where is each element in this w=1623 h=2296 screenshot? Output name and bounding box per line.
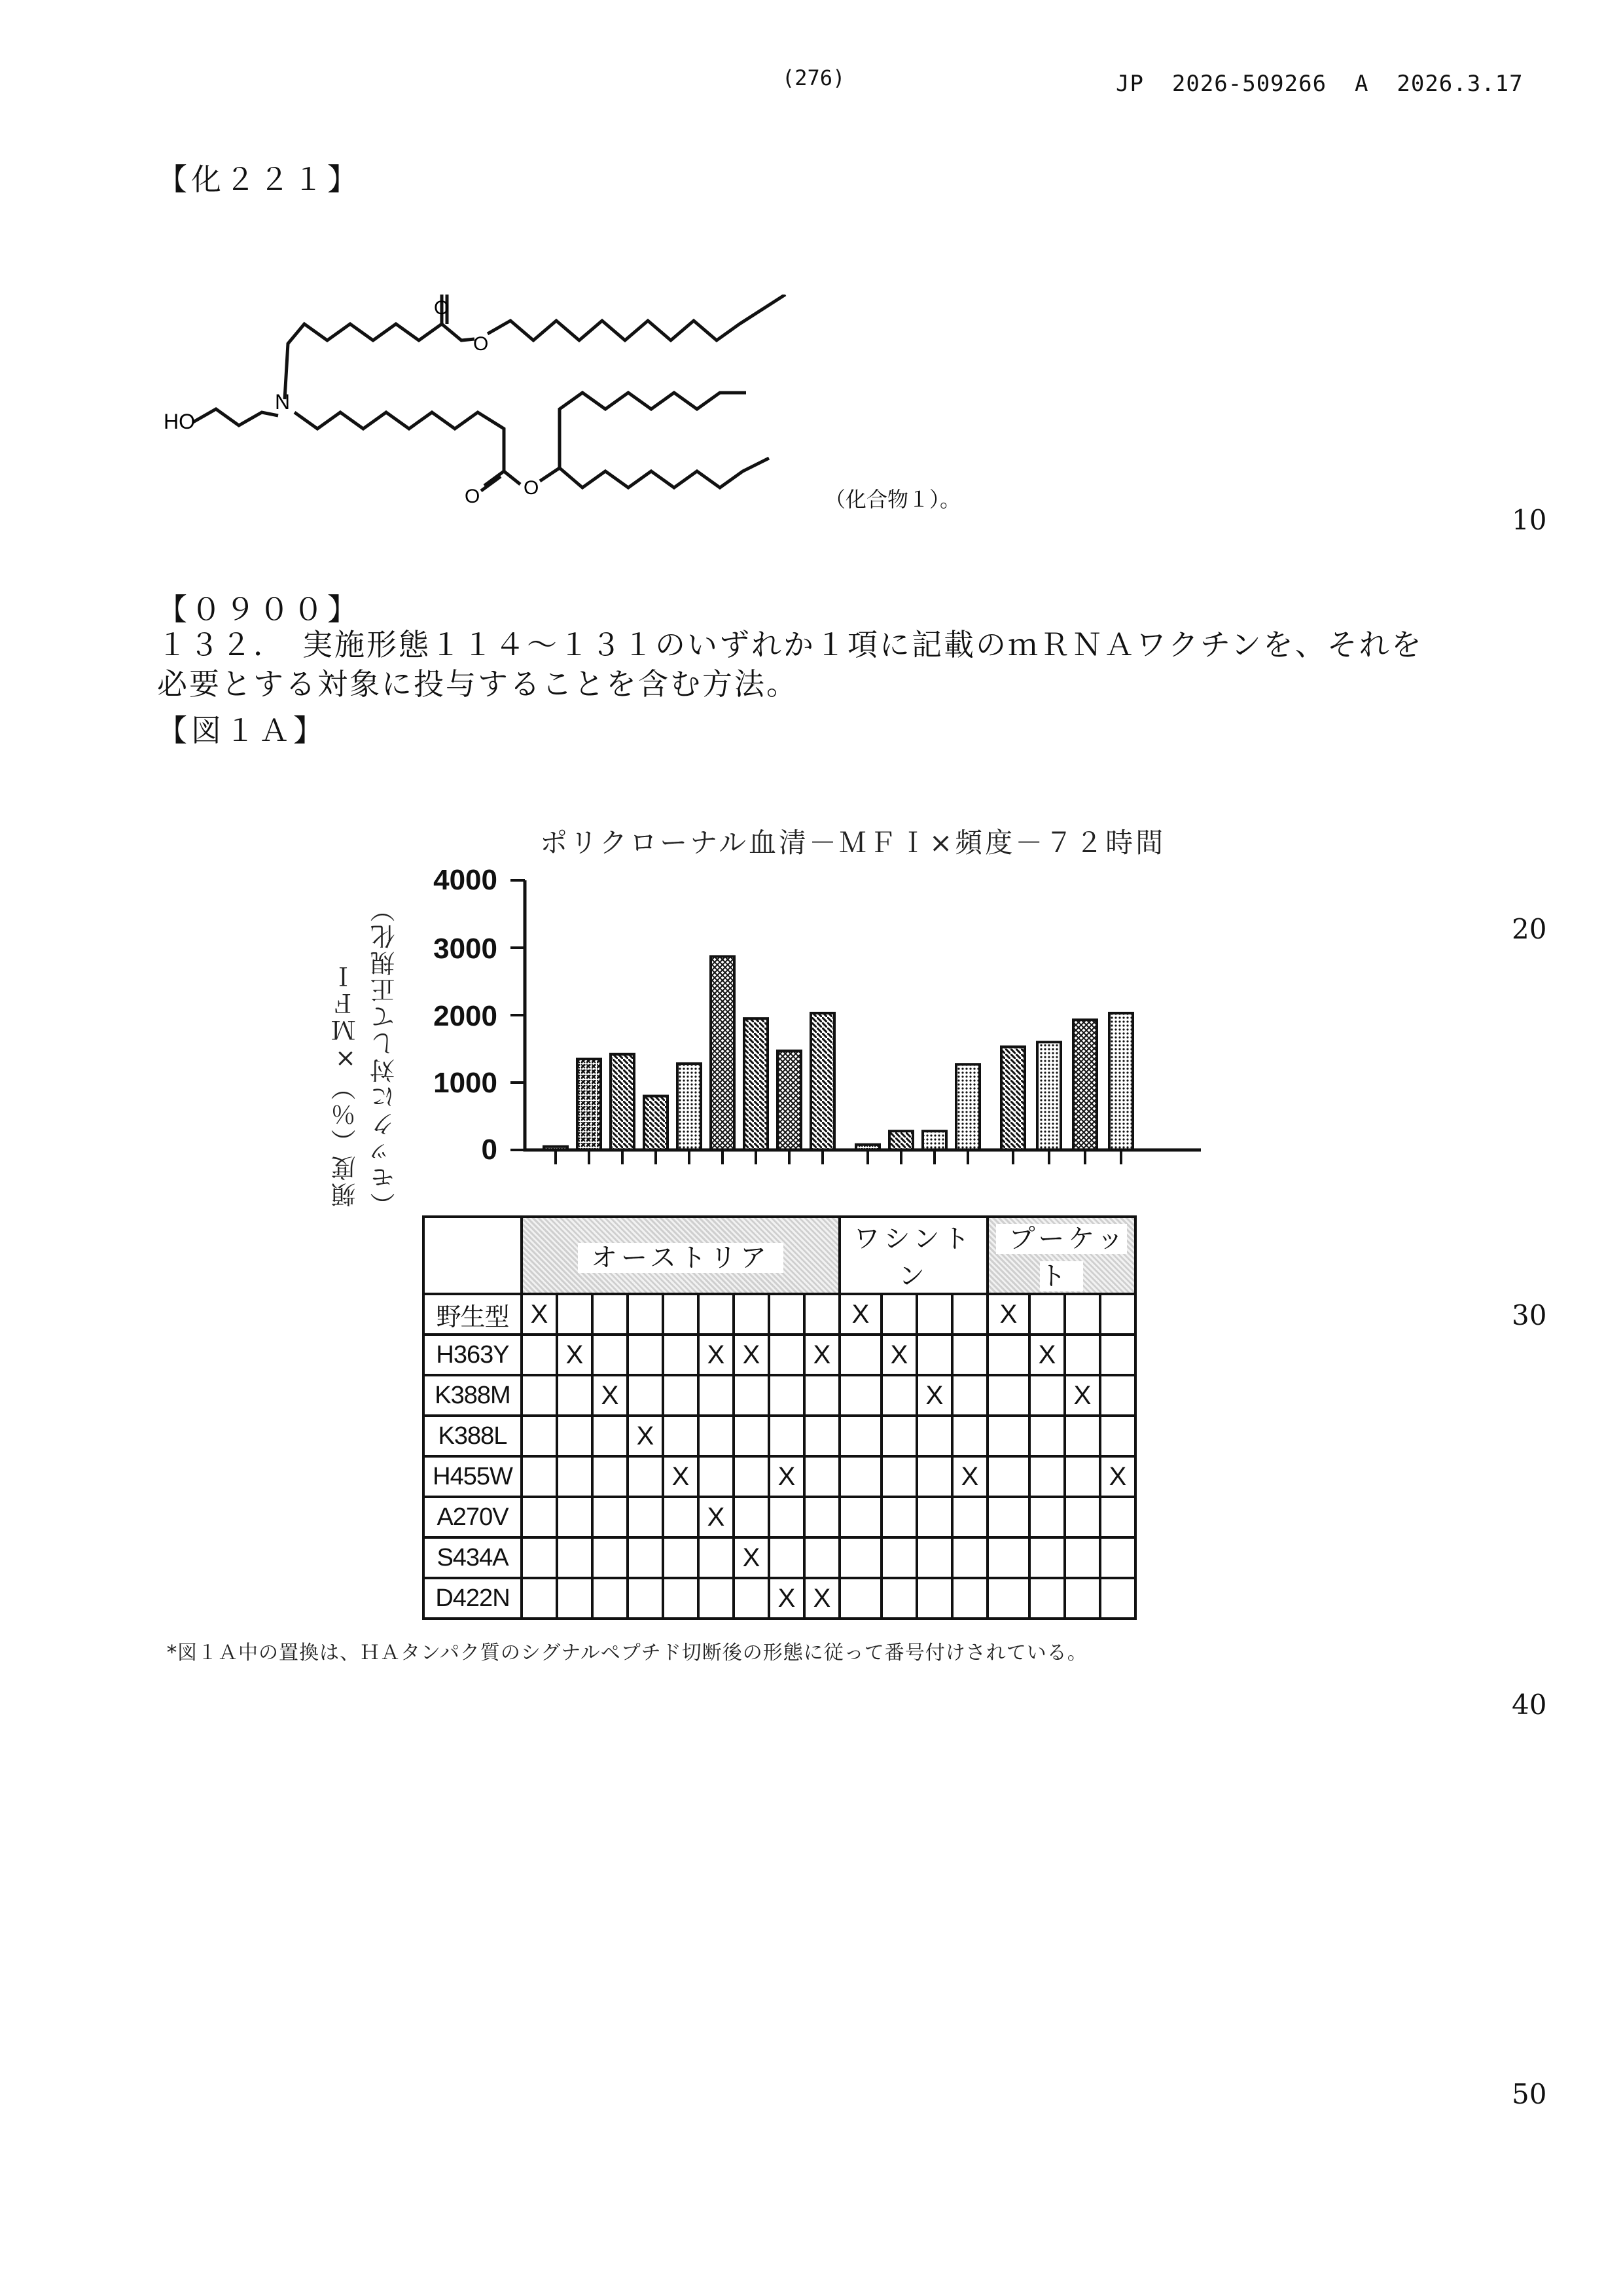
mutation-cell xyxy=(592,1456,628,1497)
mutation-cell xyxy=(557,1537,592,1578)
mutation-cell xyxy=(1065,1578,1100,1619)
bar xyxy=(1001,1047,1025,1150)
mutation-cell xyxy=(522,1578,557,1619)
mutation-cell: X xyxy=(698,1335,734,1375)
mutation-cell xyxy=(769,1375,804,1416)
mutation-cell xyxy=(698,1294,734,1335)
figure-footnote: *図１Ａ中の置換は、ＨＡタンパク質のシグナルペプチド切断後の形態に従って番号付けされている。 xyxy=(167,1641,1088,1664)
line-number: 40 xyxy=(1512,1689,1547,1721)
mutation-cell xyxy=(734,1578,769,1619)
mutation-cell xyxy=(769,1335,804,1375)
bar xyxy=(1037,1042,1061,1150)
mutation-cell xyxy=(988,1456,1029,1497)
mutation-cell: X xyxy=(769,1456,804,1497)
table-row xyxy=(423,1335,1135,1375)
mutation-cell xyxy=(1029,1416,1065,1456)
bar xyxy=(889,1131,913,1150)
mutation-cell xyxy=(952,1375,988,1416)
mutation-cell xyxy=(1100,1375,1135,1416)
mutation-cell xyxy=(557,1294,592,1335)
mutation-cell: X xyxy=(1100,1456,1135,1497)
mutation-cell xyxy=(952,1294,988,1335)
mutation-cell xyxy=(769,1537,804,1578)
mutation-cell xyxy=(628,1537,663,1578)
mutation-cell xyxy=(698,1416,734,1456)
mutation-label: S434A xyxy=(423,1537,522,1578)
mutation-cell xyxy=(804,1456,840,1497)
mutation-cell xyxy=(1100,1335,1135,1375)
mutation-cell xyxy=(952,1537,988,1578)
mutation-table xyxy=(422,1215,1137,1620)
mutation-cell xyxy=(1029,1497,1065,1537)
mutation-cell xyxy=(557,1497,592,1537)
y-tick-label: 2000 xyxy=(433,1000,497,1032)
oxygen-label: O xyxy=(473,333,489,355)
line-number: 30 xyxy=(1512,1299,1547,1331)
mutation-cell xyxy=(840,1335,882,1375)
mutation-cell: X xyxy=(952,1456,988,1497)
mutation-cell xyxy=(988,1335,1029,1375)
mutation-cell xyxy=(663,1416,698,1456)
mutation-cell: X xyxy=(1065,1375,1100,1416)
mutation-cell xyxy=(698,1578,734,1619)
mutation-cell xyxy=(1029,1456,1065,1497)
mutation-cell xyxy=(1065,1456,1100,1497)
mutation-label: D422N xyxy=(423,1578,522,1619)
mutation-cell xyxy=(1100,1294,1135,1335)
chem-label: 【化２２１】 xyxy=(157,162,361,197)
bar xyxy=(544,1147,567,1150)
paragraph-line: 必要とする対象に投与することを含む方法。 xyxy=(157,666,798,702)
bar xyxy=(856,1145,880,1150)
mutation-cell: X xyxy=(917,1375,952,1416)
mutation-cell xyxy=(840,1578,882,1619)
bar xyxy=(744,1018,768,1150)
mutation-cell xyxy=(952,1497,988,1537)
mutation-cell: X xyxy=(522,1294,557,1335)
mutation-cell: X xyxy=(804,1578,840,1619)
mutation-cell xyxy=(1065,1335,1100,1375)
mutation-cell xyxy=(1065,1416,1100,1456)
bar xyxy=(611,1054,634,1150)
strain-group-header xyxy=(840,1217,988,1294)
mutation-cell xyxy=(628,1456,663,1497)
publication-id: JP 2026-509266 A 2026.3.17 xyxy=(1116,71,1524,97)
mutation-cell xyxy=(592,1497,628,1537)
line-number: 10 xyxy=(1512,504,1547,536)
mutation-cell xyxy=(663,1294,698,1335)
mutation-cell xyxy=(804,1375,840,1416)
mutation-cell xyxy=(557,1456,592,1497)
mutation-cell xyxy=(734,1497,769,1537)
mutation-cell xyxy=(522,1456,557,1497)
mutation-label: K388M xyxy=(423,1375,522,1416)
y-axis-label-normalized: （モックに対して正規化） xyxy=(370,895,399,1217)
mutation-cell: X xyxy=(557,1335,592,1375)
mutation-cell xyxy=(734,1416,769,1456)
mutation-cell xyxy=(663,1335,698,1375)
figure-label: 【図１Ａ】 xyxy=(157,713,327,748)
mutation-cell xyxy=(804,1294,840,1335)
mutation-cell xyxy=(952,1416,988,1456)
mutation-cell xyxy=(917,1294,952,1335)
mutation-cell xyxy=(592,1537,628,1578)
bar xyxy=(956,1064,980,1150)
mutation-cell xyxy=(1100,1497,1135,1537)
mutation-cell xyxy=(522,1375,557,1416)
y-axis-label: 頻度（％）×ＭＦＩ xyxy=(331,962,360,1208)
mutation-cell xyxy=(882,1416,917,1456)
bar xyxy=(1073,1020,1097,1150)
mutation-cell xyxy=(917,1456,952,1497)
mutation-cell xyxy=(522,1537,557,1578)
mutation-cell xyxy=(804,1497,840,1537)
mutation-cell xyxy=(1029,1537,1065,1578)
strain-name: オーストリア xyxy=(578,1243,783,1273)
mutation-cell xyxy=(628,1578,663,1619)
table-row xyxy=(423,1416,1135,1456)
mutation-cell xyxy=(840,1537,882,1578)
paragraph-line: １３２． 実施形態１１４～１３１のいずれか１項に記載のｍＲＮＡワクチンを、それを xyxy=(157,627,1423,662)
oxygen-label: O xyxy=(434,297,450,319)
table-row xyxy=(423,1456,1135,1497)
nitrogen-label: N xyxy=(275,390,291,414)
mutation-cell: X xyxy=(663,1456,698,1497)
mutation-cell xyxy=(1029,1578,1065,1619)
mutation-cell xyxy=(769,1416,804,1456)
mutation-cell: X xyxy=(840,1294,882,1335)
mutation-cell xyxy=(804,1537,840,1578)
mutation-cell xyxy=(557,1375,592,1416)
mutation-cell xyxy=(804,1416,840,1456)
mutation-cell xyxy=(952,1578,988,1619)
hydroxyl-label: HO xyxy=(164,410,195,433)
mutation-cell: X xyxy=(698,1497,734,1537)
bar xyxy=(677,1064,701,1150)
bar xyxy=(777,1051,801,1150)
page-number: (276) xyxy=(782,65,846,90)
bar xyxy=(644,1096,668,1150)
mutation-cell xyxy=(840,1456,882,1497)
mutation-cell xyxy=(592,1578,628,1619)
mutation-cell xyxy=(988,1578,1029,1619)
mutation-cell xyxy=(1029,1375,1065,1416)
mutation-cell xyxy=(840,1416,882,1456)
mutation-cell xyxy=(734,1456,769,1497)
mutation-cell xyxy=(840,1375,882,1416)
mutation-cell xyxy=(663,1497,698,1537)
mutation-cell xyxy=(522,1497,557,1537)
mutation-cell xyxy=(988,1497,1029,1537)
y-tick-label: 0 xyxy=(481,1134,497,1166)
paragraph-label: 【０９００】 xyxy=(157,592,361,627)
table-row xyxy=(423,1294,1135,1335)
mutation-cell xyxy=(522,1335,557,1375)
table-row xyxy=(423,1497,1135,1537)
mutation-cell: X xyxy=(592,1375,628,1416)
bar xyxy=(577,1059,601,1150)
bar xyxy=(1109,1013,1133,1150)
y-tick-label: 1000 xyxy=(433,1067,497,1099)
mutation-cell xyxy=(1065,1537,1100,1578)
mutation-cell xyxy=(628,1335,663,1375)
mutation-cell: X xyxy=(804,1335,840,1375)
mutation-cell: X xyxy=(988,1294,1029,1335)
bar-chart xyxy=(497,870,1204,1224)
mutation-cell xyxy=(882,1294,917,1335)
mutation-cell xyxy=(522,1416,557,1456)
mutation-cell xyxy=(917,1497,952,1537)
mutation-cell xyxy=(882,1375,917,1416)
mutation-cell xyxy=(769,1294,804,1335)
mutation-label: H455W xyxy=(423,1456,522,1497)
mutation-cell xyxy=(917,1335,952,1375)
mutation-cell xyxy=(663,1537,698,1578)
oxygen-label: O xyxy=(524,477,539,499)
mutation-cell xyxy=(734,1294,769,1335)
table-corner xyxy=(423,1217,522,1294)
mutation-label: A270V xyxy=(423,1497,522,1537)
mutation-cell xyxy=(592,1416,628,1456)
bar xyxy=(711,956,734,1150)
mutation-label: K388L xyxy=(423,1416,522,1456)
mutation-cell xyxy=(988,1375,1029,1416)
mutation-cell xyxy=(628,1375,663,1416)
mutation-cell xyxy=(988,1537,1029,1578)
mutation-cell xyxy=(882,1537,917,1578)
mutation-cell xyxy=(628,1497,663,1537)
table-row xyxy=(423,1375,1135,1416)
table-row xyxy=(423,1578,1135,1619)
mutation-cell xyxy=(882,1497,917,1537)
mutation-cell xyxy=(1100,1537,1135,1578)
mutation-cell xyxy=(1029,1294,1065,1335)
mutation-cell xyxy=(698,1375,734,1416)
mutation-cell xyxy=(698,1456,734,1497)
mutation-cell xyxy=(698,1537,734,1578)
line-number: 50 xyxy=(1512,2078,1547,2110)
mutation-cell xyxy=(592,1335,628,1375)
mutation-cell xyxy=(1100,1578,1135,1619)
mutation-cell xyxy=(1065,1497,1100,1537)
mutation-cell xyxy=(1100,1416,1135,1456)
mutation-cell xyxy=(840,1497,882,1537)
mutation-cell: X xyxy=(734,1335,769,1375)
mutation-cell: X xyxy=(628,1416,663,1456)
mutation-cell xyxy=(882,1456,917,1497)
y-tick-label: 3000 xyxy=(433,933,497,965)
bar xyxy=(811,1013,834,1150)
table-row xyxy=(423,1537,1135,1578)
mutation-cell xyxy=(769,1497,804,1537)
mutation-cell xyxy=(917,1416,952,1456)
mutation-cell xyxy=(1065,1294,1100,1335)
mutation-cell: X xyxy=(769,1578,804,1619)
mutation-cell xyxy=(592,1294,628,1335)
mutation-cell: X xyxy=(882,1335,917,1375)
mutation-cell: X xyxy=(734,1537,769,1578)
chart-title: ポリクローナル血清－ＭＦＩ×頻度－７２時間 xyxy=(540,827,1166,859)
compound-name: （化合物１）。 xyxy=(825,487,961,512)
mutation-cell xyxy=(557,1416,592,1456)
mutation-cell xyxy=(557,1578,592,1619)
mutation-cell: X xyxy=(1029,1335,1065,1375)
mutation-cell xyxy=(663,1578,698,1619)
mutation-cell xyxy=(988,1416,1029,1456)
mutation-cell xyxy=(917,1578,952,1619)
strain-name: ワシントン xyxy=(853,1224,974,1291)
mutation-cell xyxy=(734,1375,769,1416)
mutation-cell xyxy=(882,1578,917,1619)
mutation-cell xyxy=(628,1294,663,1335)
mutation-cell xyxy=(917,1537,952,1578)
strain-name: プーケット xyxy=(996,1224,1128,1291)
line-number: 20 xyxy=(1512,913,1547,945)
bar xyxy=(923,1131,946,1150)
strain-group-header xyxy=(988,1217,1135,1294)
y-tick-label: 4000 xyxy=(433,864,497,896)
mutation-cell xyxy=(663,1375,698,1416)
mutation-label: 野生型 xyxy=(423,1294,522,1335)
strain-group-header xyxy=(522,1217,840,1294)
oxygen-label: O xyxy=(465,486,480,507)
mutation-label: H363Y xyxy=(423,1335,522,1375)
mutation-cell xyxy=(952,1335,988,1375)
